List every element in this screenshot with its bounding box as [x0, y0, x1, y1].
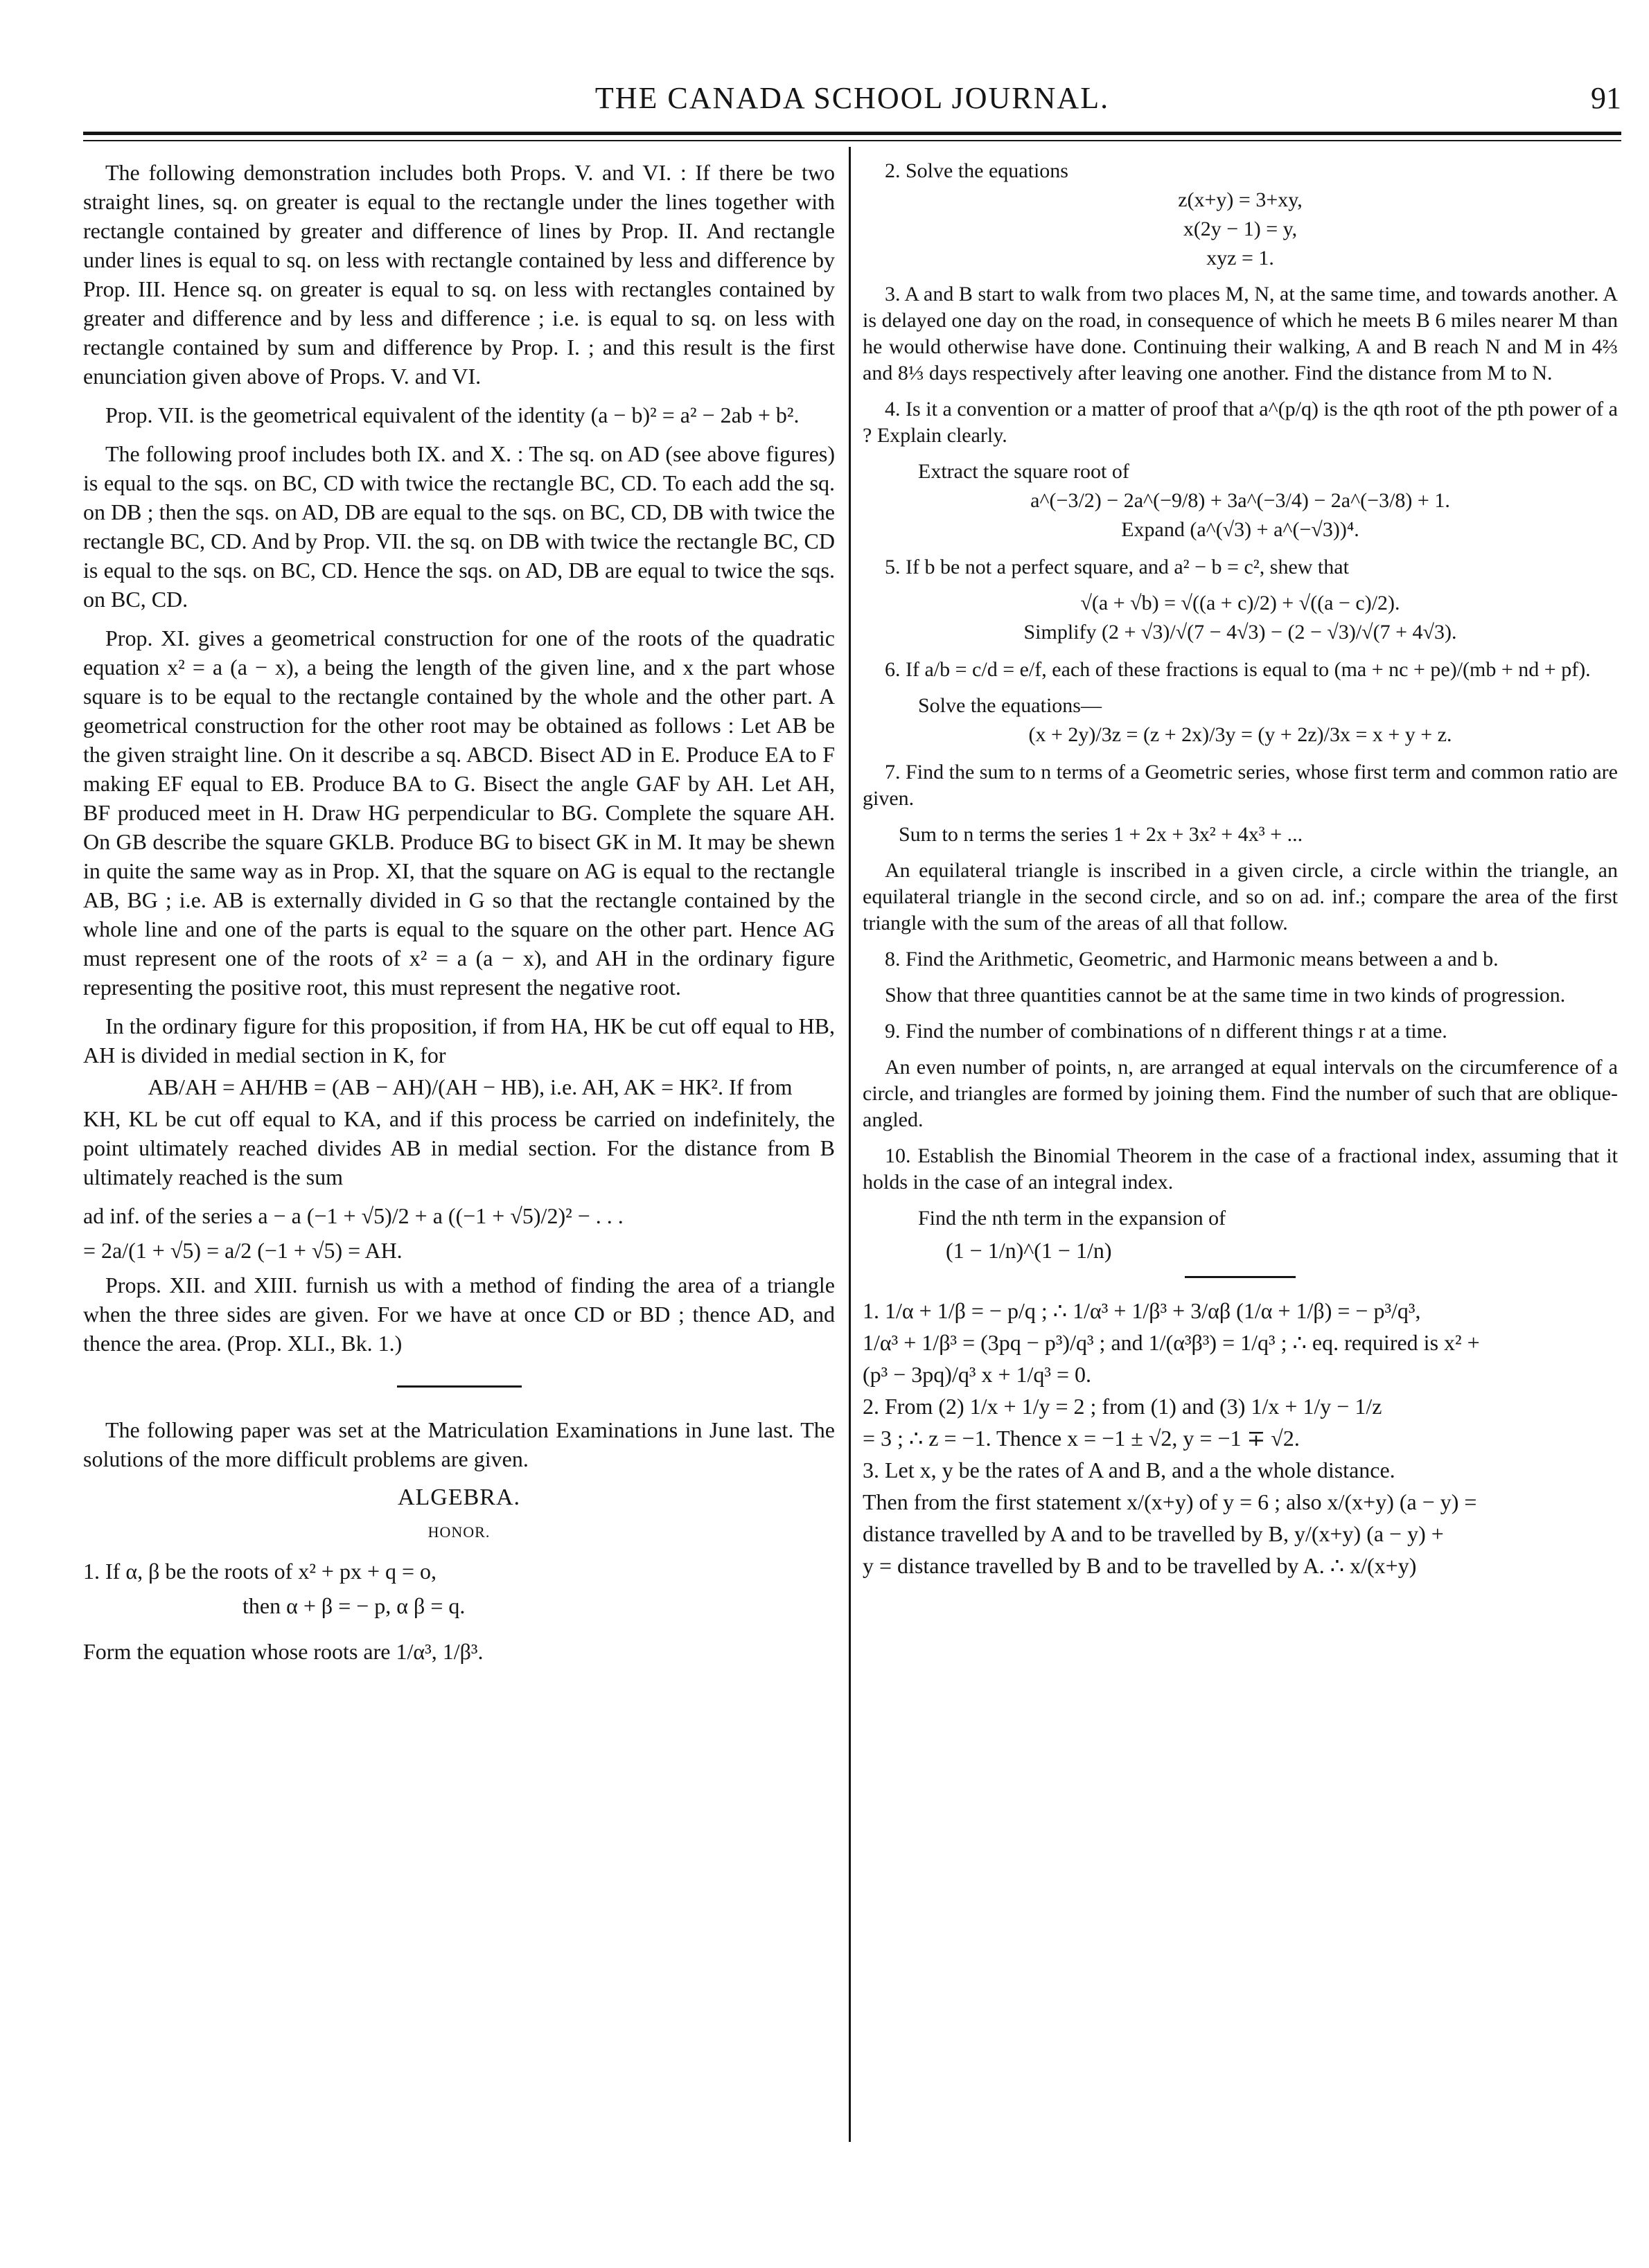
question-5-identity: √(a + √b) = √((a + c)/2) + √((a − c)/2).: [1080, 592, 1400, 614]
question-5-simplify: Simplify (2 + √3)/√(7 − 4√3) − (2 − √3)/√(7 + 4√3).: [1023, 621, 1457, 644]
section-separator: [397, 1385, 522, 1388]
question-2-equation-2: x(2y − 1) = y,: [1183, 218, 1298, 240]
right-column: [863, 158, 1618, 1584]
paragraph-props-xii-xiii: Props. XII. and XIII. furnish us with a method of finding the area of a triangle when the three sides are given. For we have at once CD or BD ; thence AD, and thence the area. (Prop. XLI., Bk. 1.): [83, 1273, 835, 1356]
header-rule-thick: [83, 132, 1621, 135]
paragraph-medial-section: [83, 1011, 835, 1191]
section-subheading: HONOR.: [427, 1523, 491, 1541]
question-6-solve: Solve the equations—: [918, 694, 1102, 717]
question-2-equation-1: z(x+y) = 3+xy,: [1178, 188, 1303, 211]
solution-2-line-2: = 3 ; ∴ z = −1. Thence x = −1 ± √2, y = −1 ∓ √2.: [863, 1426, 1300, 1451]
question-6-text: 6. If a/b = c/d = e/f, each of these fractions is equal to (ma + nc + pe)/(mb + nd + pf).: [885, 658, 1591, 681]
left-column: [83, 158, 835, 1672]
question-4-expand: Expand (a^(√3) + a^(−√3))⁴.: [1121, 518, 1359, 541]
solution-1-line-3: (p³ − 3pq)/q³ x + 1/q³ = 0.: [863, 1362, 1092, 1387]
paragraph-prop-xi: Prop. XI. gives a geometrical construction for one of the roots of the quadratic equation x² = a (a − x), a being the length of the given line, and x the part whose square is to be equal to the rectangle contained by the whole and the other part. A geometrical construction for the other root may be obtained as follows : Let AB be the given straight line. On it describe a sq. ABCD. Bisect AD in E. Produce EA to F making EF equal to EB. Produce BA to G. Bisect the angle GAF by AH. Let AH, BF produced meet in H. Draw HG perpendicular to BG. Complete the square AH. On GB describe the square GKLB. Produce BG to bisect GK in M. It may be shewn in quite the same way as in Prop. XI, that the square on AG is equal to the rectangle AB, BG ; i.e. AB is externally divided in G so that the rectangle contained by the whole line and one of the parts is equal to the square on the other part. Hence AG must represent one of the roots of x² = a (a − x), and AH in the ordinary figure representing the positive root, this must represent the negative root.: [83, 626, 835, 1000]
question-2-title: 2. Solve the equations: [885, 159, 1068, 182]
question-4-extract: Extract the square root of: [918, 460, 1129, 483]
page-number: 91: [1591, 81, 1621, 115]
page-header: [83, 75, 1621, 123]
question-10-expression: (1 − 1/n)^(1 − 1/n): [946, 1238, 1112, 1263]
question-7-text: 7. Find the sum to n terms of a Geometric series, whose first term and common ratio are given.: [863, 761, 1618, 810]
question-6-equations: (x + 2y)/3z = (z + 2x)/3y = (y + 2z)/3x = x + y + z.: [1028, 723, 1452, 746]
question-7-series: Sum to n terms the series 1 + 2x + 3x² + 4x³ + ...: [899, 823, 1303, 846]
medial-section-intro: In the ordinary figure for this proposition, if from HA, HK be cut off equal to HB, AH is divided in medial section in K, for: [83, 1013, 835, 1067]
solution-3-line-4: y = distance travelled by B and to be travelled by A. ∴ x/(x+y): [863, 1553, 1417, 1578]
question-10-text: 10. Establish the Binomial Theorem in the case of a fractional index, assuming that it holds in the case of an integral index.: [863, 1144, 1618, 1194]
question-4-text: 4. Is it a convention or a matter of proof that a^(p/q) is the qth root of the pth power of a ? Explain clearly.: [863, 398, 1618, 447]
solution-1-line-1: 1. 1/α + 1/β = − p/q ; ∴ 1/α³ + 1/β³ + 3/αβ (1/α + 1/β) = − p³/q³,: [863, 1298, 1421, 1323]
series-expression: ad inf. of the series a − a (−1 + √5)/2 + a ((−1 + √5)/2)² − . . .: [83, 1203, 624, 1228]
question-8-text: 8. Find the Arithmetic, Geometric, and Harmonic means between a and b.: [885, 948, 1499, 971]
paragraph-props-ix-x: The following proof includes both IX. and X. : The sq. on AD (see above figures) is equal to the sqs. on BC, CD with twice the rectangle BC, CD. To each add the sq. on DB ; then the sqs. on AD, DB are equal to the sqs. on BC, CD, DB with twice the rectangle BC, CD. And by Prop. VII. the sq. on DB with twice the rectangle BC, CD is equal to the sqs. on BC, CD. Hence the sqs. on AD, DB are equal to twice the sqs. on BC, CD.: [83, 441, 835, 612]
question-7-triangles: An equilateral triangle is inscribed in a given circle, a circle within the triangle, an equilateral triangle in the second circle, and so on ad. inf.; compare the area of the first triangle with the sum of the areas of all that follow.: [863, 859, 1618, 934]
column-divider: [849, 147, 851, 2142]
solution-3-line-2: Then from the first statement x/(x+y) of y = 6 ; also x/(x+y) (a − y) =: [863, 1489, 1477, 1514]
solution-3-line-1: 3. Let x, y be the rates of A and B, and a the whole distance.: [863, 1458, 1395, 1482]
section-heading: ALGEBRA.: [397, 1485, 521, 1510]
paragraph-prop-vii: Prop. VII. is the geometrical equivalent of the identity (a − b)² = a² − 2ab + b².: [105, 402, 800, 427]
solutions-separator: [1185, 1276, 1296, 1278]
series-result: = 2a/(1 + √5) = a/2 (−1 + √5) = AH.: [83, 1238, 403, 1263]
medial-section-equation: AB/AH = AH/HB = (AB − AH)/(AH − HB), i.e. AH, AK = HK². If from: [148, 1074, 793, 1099]
solution-2-line-1: 2. From (2) 1/x + 1/y = 2 ; from (1) and (3) 1/x + 1/y − 1/z: [863, 1394, 1382, 1419]
question-4-expression: a^(−3/2) − 2a^(−9/8) + 3a^(−3/4) − 2a^(−3/8) + 1.: [1030, 489, 1450, 512]
question-8-progression: Show that three quantities cannot be at the same time in two kinds of progression.: [885, 984, 1566, 1007]
question-9-points: An even number of points, n, are arranged at equal intervals on the circumference of a circle, and triangles are formed by joining them. Find the number of such that are oblique-angled.: [863, 1056, 1618, 1131]
solution-1-line-2: 1/α³ + 1/β³ = (3pq − p³)/q³ ; and 1/(α³β³) = 1/q³ ; ∴ eq. required is x² +: [863, 1330, 1480, 1355]
medial-section-continuation: KH, KL be cut off equal to KA, and if this process be carried on indefinitely, the point ultimately reached divides AB in medial section. For the distance from B ultimately reached is the sum: [83, 1106, 835, 1189]
journal-title: THE CANADA SCHOOL JOURNAL.: [594, 81, 1110, 115]
question-9-text: 9. Find the number of combinations of n different things r at a time.: [885, 1020, 1447, 1043]
question-2-equation-3: xyz = 1.: [1206, 247, 1274, 269]
paragraph-props-v-vi: The following demonstration includes both Props. V. and VI. : If there be two straight lines, sq. on greater is equal to the rectangle under the lines together with rectangle contained by greater and difference of lines by Prop. II. And rectangle under lines is equal to sq. on less with rectangle contained by less and difference by Prop. III. Hence sq. on greater is equal to sq. on less with rectangles contained by greater and difference and by less and difference ; i.e. is equal to sq. on less with rectangle contained by sum and difference by Prop. I. ; and this result is the first enunciation given above of Props. V. and VI.: [83, 160, 835, 389]
question-3: 3. A and B start to walk from two places M, N, at the same time, and towards another. A is delayed one day on the road, in consequence of which he meets B 6 miles nearer M than he would otherwise have done. Continuing their walking, A and B reach N and M in 4⅔ and 8⅓ days respectively after leaving one another. Find the distance from M to N.: [863, 283, 1618, 384]
question-1-line-2: then α + β = − p, α β = q.: [242, 1593, 466, 1618]
header-rule-thin: [83, 140, 1621, 141]
solution-3-line-3: distance travelled by A and to be travelled by B, y/(x+y) (a − y) +: [863, 1521, 1444, 1546]
question-1-line-1: 1. If α, β be the roots of x² + px + q = o,: [83, 1559, 437, 1584]
paragraph-matriculation: The following paper was set at the Matriculation Examinations in June last. The solutions of the more difficult problems are given.: [83, 1417, 835, 1471]
question-5-text: 5. If b be not a perfect square, and a² − b = c², shew that: [885, 556, 1349, 578]
question-10-nth-term: Find the nth term in the expansion of: [918, 1207, 1226, 1230]
question-1-line-3: Form the equation whose roots are 1/α³, 1/β³.: [83, 1639, 484, 1664]
